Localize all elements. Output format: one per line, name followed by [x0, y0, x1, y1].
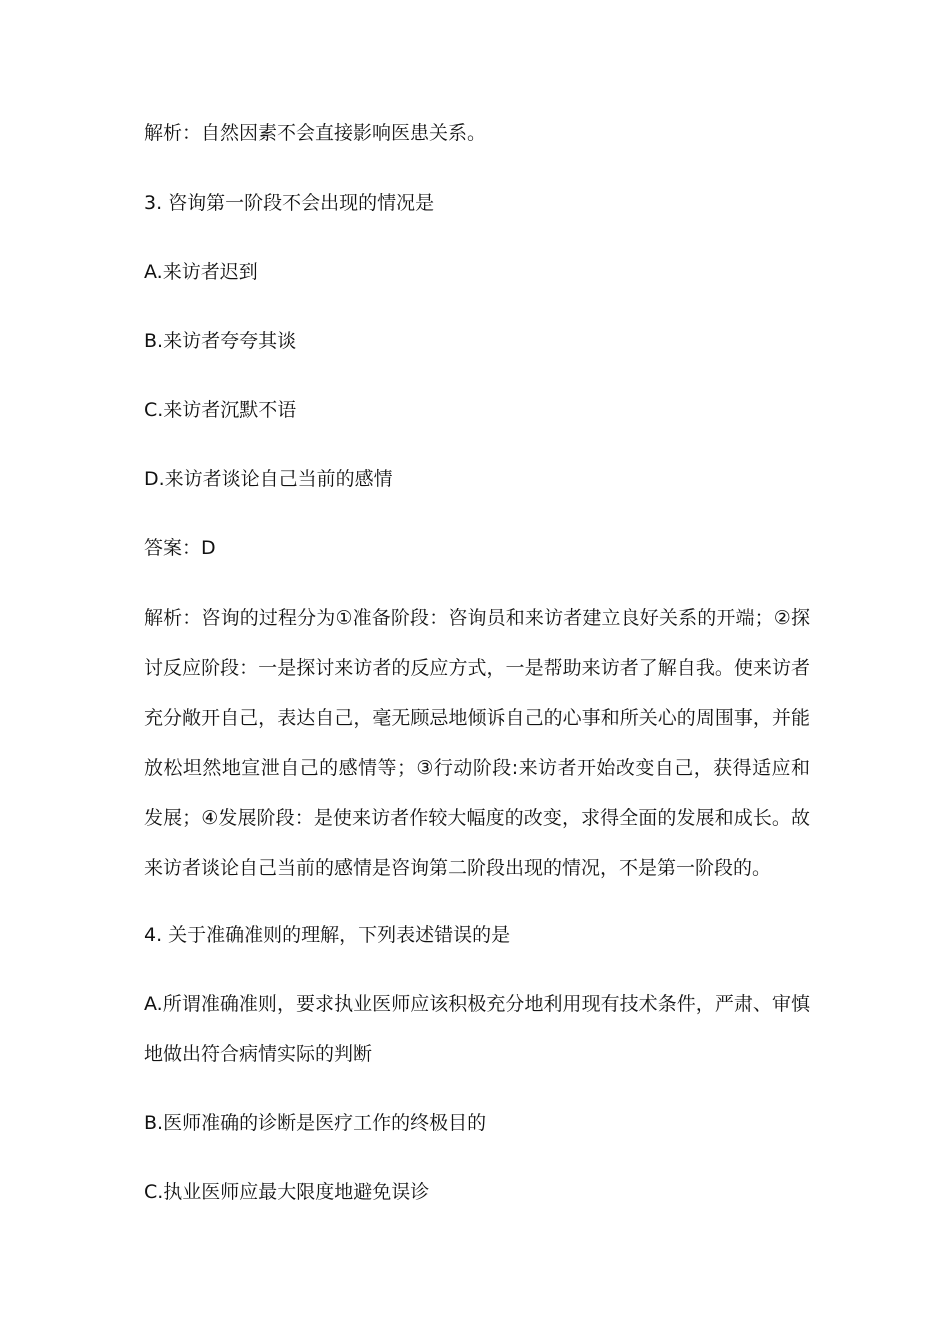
q3-option-b: B.来访者夸夸其谈: [144, 330, 297, 352]
q4-option-b: B.医师准确的诊断是医疗工作的终极目的: [144, 1112, 487, 1134]
q4-option-a: A.所谓准确准则，要求执业医师应该积极充分地利用现有技术条件，严肃、审慎地做出符合病情实际的判断: [144, 993, 810, 1065]
q3-answer: 答案：D: [144, 537, 216, 559]
q3-option-c: C.来访者沉默不语: [144, 399, 297, 421]
q3-analysis: 解析：咨询的过程分为①准备阶段：咨询员和来访者建立良好关系的开端；②探讨反应阶段：一是探讨来访者的反应方式，一是帮助来访者了解自我。使来访者充分敞开自己，表达自己，毫无顾忌地倾诉自己的心事和所关心的周围事，并能放松坦然地宣泄自己的感情等；③行动阶段:来访者开始改变自己，获得适应和发展；④发展阶段：是使来访者作较大幅度的改变，求得全面的发展和成长。故来访者谈论自己当前的感情是咨询第二阶段出现的情况，不是第一阶段的。: [144, 607, 810, 879]
q3-option-a: A.来访者迟到: [144, 261, 258, 283]
q4-option-c: C.执业医师应最大限度地避免误诊: [144, 1181, 430, 1203]
q3-option-d: D.来访者谈论自己当前的感情: [144, 468, 393, 490]
q2-analysis: 解析：自然因素不会直接影响医患关系。: [144, 122, 487, 144]
q3-question: 3. 咨询第一阶段不会出现的情况是: [144, 192, 435, 214]
q4-question: 4. 关于准确准则的理解，下列表述错误的是: [144, 924, 511, 946]
